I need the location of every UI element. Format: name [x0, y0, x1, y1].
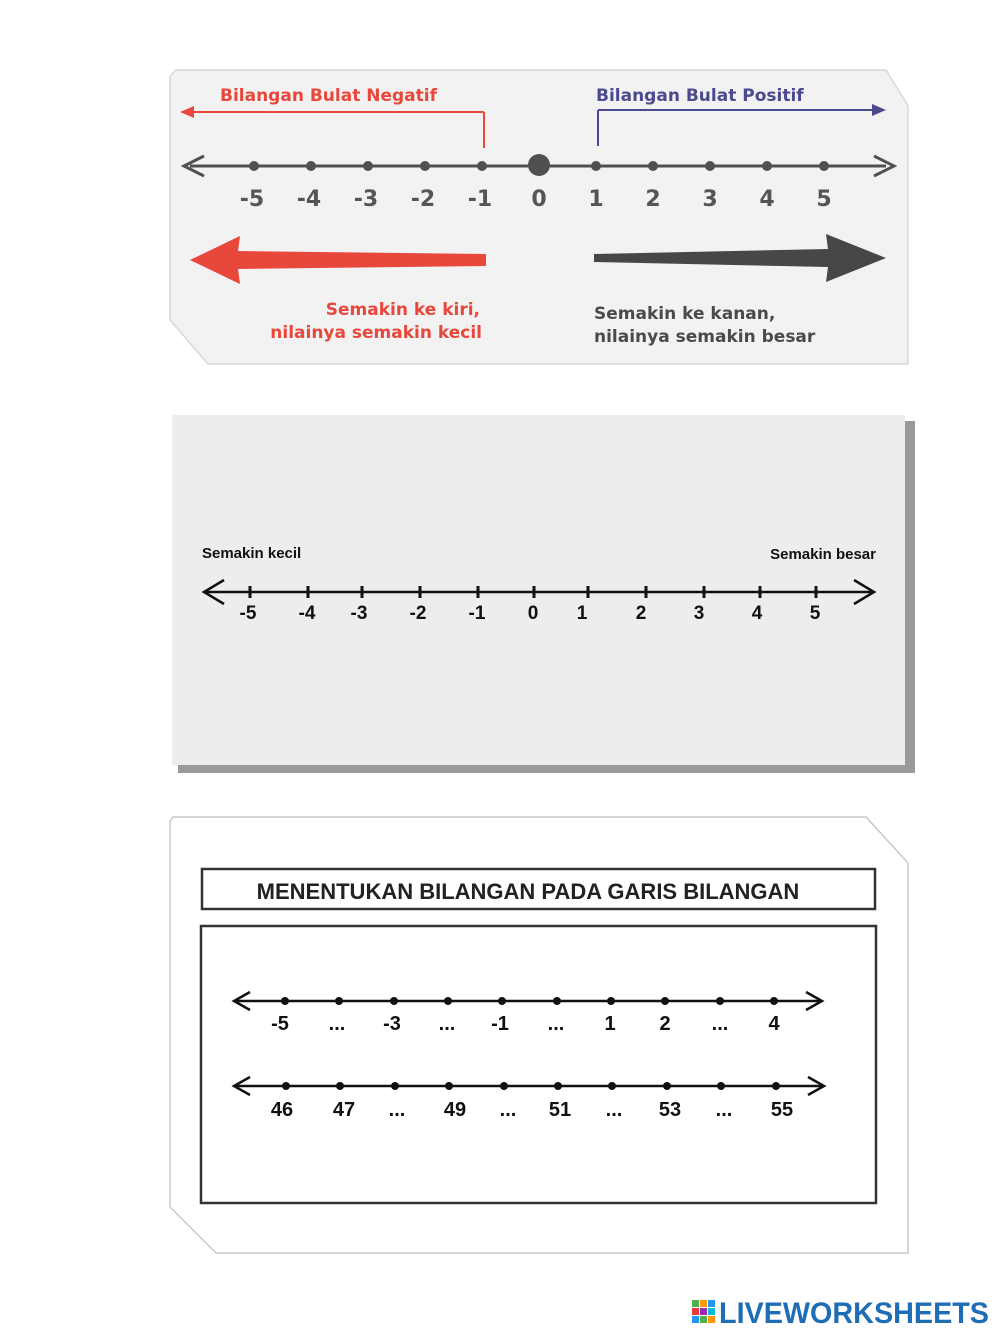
tick-dot — [716, 997, 724, 1005]
card1-background — [170, 70, 908, 364]
tick-dot — [282, 1082, 290, 1090]
tick-dot — [591, 161, 601, 171]
tick-dot — [500, 1082, 508, 1090]
tick-dot — [554, 1082, 562, 1090]
liveworksheets-grid-icon — [692, 1300, 715, 1323]
tick-dot — [498, 997, 506, 1005]
tick-dot — [445, 1082, 453, 1090]
liveworksheets-wordmark: LIVEWORKSHEETS — [719, 1297, 989, 1328]
tick-dot — [608, 1082, 616, 1090]
tick-dot — [391, 1082, 399, 1090]
tick-dot — [477, 161, 487, 171]
number-label: -5 — [271, 1013, 289, 1035]
number-label: -3 — [383, 1013, 401, 1035]
fill-in-number-line-card — [168, 815, 913, 1257]
tick-label: -5 — [239, 603, 257, 624]
tick-label: 1 — [588, 187, 604, 212]
tick-label: -3 — [353, 187, 379, 212]
tick-dot — [336, 1082, 344, 1090]
smaller-label: Semakin kecil — [202, 545, 302, 562]
worksheet-title: MENENTUKAN BILANGAN PADA GARIS BILANGAN — [256, 879, 800, 904]
blank-placeholder: ... — [328, 1013, 346, 1035]
tick-label: -1 — [468, 603, 486, 624]
tick-dot — [770, 997, 778, 1005]
number-label: 1 — [604, 1013, 616, 1035]
tick-label: 2 — [635, 603, 647, 624]
tick-dot — [661, 997, 669, 1005]
blank-placeholder: ... — [605, 1099, 623, 1121]
left-caption-line1: Semakin ke kiri, — [325, 300, 480, 320]
number-label: 49 — [443, 1099, 467, 1121]
blank-placeholder: ... — [388, 1099, 406, 1121]
tick-dot — [772, 1082, 780, 1090]
tick-dot — [390, 997, 398, 1005]
tick-dot — [249, 161, 259, 171]
blank-placeholder: ... — [547, 1013, 565, 1035]
tick-label: -1 — [467, 187, 493, 212]
tick-label: 0 — [531, 187, 547, 212]
tick-dot — [306, 161, 316, 171]
tick-dot — [444, 997, 452, 1005]
integer-number-line-card — [168, 68, 913, 368]
tick-label: -2 — [410, 187, 436, 212]
tick-dot — [607, 997, 615, 1005]
tick-dot — [553, 997, 561, 1005]
negative-label: Bilangan Bulat Negatif — [220, 86, 437, 106]
tick-dot — [420, 161, 430, 171]
tick-label: -4 — [298, 603, 316, 624]
tick-dot — [363, 161, 373, 171]
tick-label: -2 — [409, 603, 427, 624]
tick-dot — [717, 1082, 725, 1090]
tick-dot — [663, 1082, 671, 1090]
tick-label: 3 — [693, 603, 705, 624]
positive-label: Bilangan Bulat Positif — [596, 86, 804, 106]
tick-label: 4 — [759, 187, 775, 212]
tick-label: 3 — [702, 187, 718, 212]
card2-svg — [170, 413, 915, 773]
tick-label: 5 — [816, 187, 832, 212]
card3-svg — [168, 815, 913, 1257]
blank-placeholder: ... — [715, 1099, 733, 1121]
tick-label: 4 — [751, 603, 763, 624]
simple-number-line-card — [170, 413, 915, 773]
tick-label: 0 — [527, 603, 539, 624]
liveworksheets-logo[interactable] — [690, 1292, 992, 1328]
zero-dot — [528, 154, 550, 176]
tick-label: -3 — [350, 603, 368, 624]
tick-dot — [281, 997, 289, 1005]
blank-placeholder: ... — [438, 1013, 456, 1035]
blank-placeholder: ... — [711, 1013, 729, 1035]
right-caption-line1: Semakin ke kanan, — [594, 304, 776, 324]
number-label: 47 — [332, 1099, 356, 1121]
number-label: 55 — [770, 1099, 794, 1121]
card2-background — [172, 415, 905, 765]
tick-label: 2 — [645, 187, 661, 212]
tick-label: -5 — [239, 187, 265, 212]
tick-dot — [819, 161, 829, 171]
tick-label: 1 — [576, 603, 588, 624]
liveworksheets-logo-svg — [690, 1292, 992, 1328]
number-label: 4 — [768, 1013, 780, 1035]
right-caption-line2: nilainya semakin besar — [594, 327, 816, 347]
tick-label: -4 — [296, 187, 322, 212]
left-caption-line2: nilainya semakin kecil — [270, 323, 482, 343]
blank-placeholder: ... — [499, 1099, 517, 1121]
exercise-box — [201, 926, 876, 1203]
tick-label: 5 — [809, 603, 821, 624]
tick-dot — [648, 161, 658, 171]
tick-dot — [335, 997, 343, 1005]
number-label: 53 — [658, 1099, 682, 1121]
number-label: -1 — [491, 1013, 509, 1035]
number-label: 51 — [548, 1099, 572, 1121]
tick-dot — [762, 161, 772, 171]
number-label: 2 — [659, 1013, 671, 1035]
number-label: 46 — [270, 1099, 294, 1121]
tick-dot — [705, 161, 715, 171]
card1-svg — [168, 68, 913, 368]
larger-label: Semakin besar — [770, 546, 876, 563]
